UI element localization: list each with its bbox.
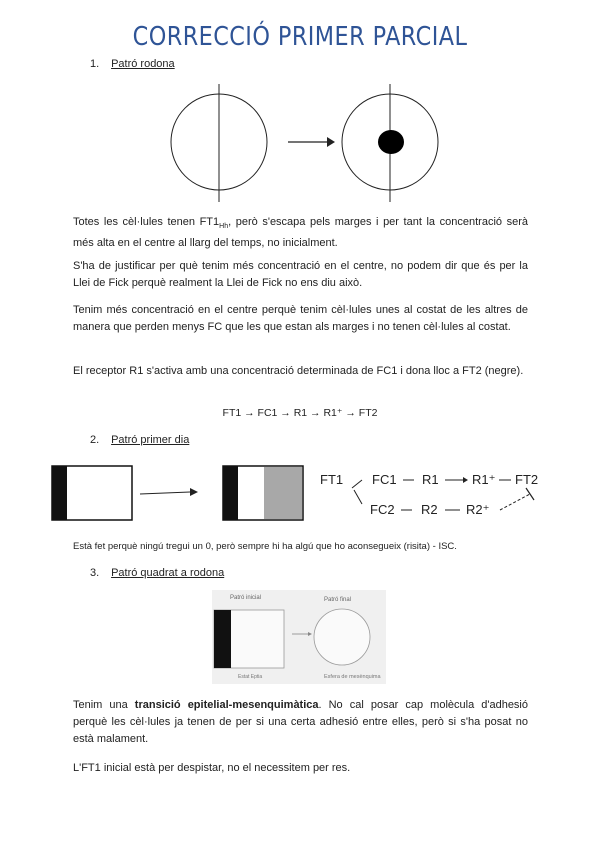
section-3-label: Patró quadrat a rodona <box>111 567 225 579</box>
paragraph-1 <box>73 214 528 252</box>
initial-black-strip <box>52 466 67 520</box>
diagram-fc2: FC2 <box>370 502 395 517</box>
caption-left: Estat Eptia <box>238 674 263 680</box>
first-day-figure <box>0 458 600 528</box>
arrow-head <box>327 137 335 147</box>
arrow-head-1 <box>463 477 468 483</box>
section-3-heading <box>90 567 224 579</box>
activation-chain: FT1 → FC1 → R1 → R1⁺ → FT2 <box>222 407 378 419</box>
page-title: CORRECCIÓ PRIMER PARCIAL <box>132 22 468 52</box>
branch-arrow-down <box>354 490 362 504</box>
paragraph-4: El receptor R1 s'activa amb una concentració determinada de FC1 i dona lloc a FT2 (negre). <box>73 365 524 377</box>
p6-bold-term: transició epitelial-mesenquimàtica <box>134 699 319 711</box>
round-pattern-figure <box>0 78 600 208</box>
diagram-r1-plus: R1⁺ <box>472 472 496 487</box>
section-1-heading <box>90 58 175 70</box>
final-grey-region <box>264 467 302 519</box>
caption-right: Esfera de mesènquima <box>324 674 381 680</box>
p1-subscript: Hh <box>219 223 229 231</box>
square-to-round-figure <box>212 590 386 684</box>
inhibition-bar <box>526 488 534 500</box>
paragraph-7: L'FT1 inicial està per despistar, no el necessitem per res. <box>73 762 351 774</box>
final-sphere <box>314 609 370 665</box>
branch-arrow-up <box>352 480 362 488</box>
p6-text: Tenim una <box>73 699 135 711</box>
p1-text-cont: , però s'escapa pels marges i per tant la concentració serà més alta en el centre al llarg del temps, no inicialment. <box>73 216 528 250</box>
central-black-spot <box>378 130 404 154</box>
label-final-pattern: Patró final <box>324 597 352 603</box>
arrow-head <box>190 488 198 496</box>
diagram-ft1: FT1 <box>320 472 344 487</box>
section-2-number: 2. <box>90 434 100 446</box>
section-2-heading <box>90 434 189 446</box>
initial-black-strip <box>214 610 231 668</box>
diagram-fc1: FC1 <box>372 472 397 487</box>
section-1-number: 1. <box>90 58 100 70</box>
transition-arrow <box>140 492 190 494</box>
diagram-r1: R1 <box>422 472 439 487</box>
paragraph-2: S'ha de justificar per què tenim més concentració en el centre, no podem dir que és per la Llei de Fick perquè realment la Llei de Fick no ens diu això. <box>73 260 528 289</box>
final-black-strip <box>223 466 238 520</box>
inhibition-line <box>500 494 530 510</box>
section-2-label: Patró primer dia <box>111 434 190 446</box>
paragraph-3: Tenim més concentració en el centre perquè tenim cèl·lules unes al costat de les altres de manera que perden menys FC que les que estan als marges i no tenen cèl·lules al costat. <box>73 304 528 333</box>
paragraph-5: Està fet perquè ningú tregui un 0, però sempre hi ha algú que ho aconsegueix (risita) - ISC. <box>73 541 457 552</box>
section-1-label: Patró rodona <box>111 58 175 70</box>
p1-text: Totes les cèl·lules tenen FT1 <box>73 216 220 228</box>
diagram-ft2: FT2 <box>515 472 539 487</box>
diagram-r2-plus: R2⁺ <box>466 502 490 517</box>
paragraph-6 <box>73 697 528 748</box>
label-initial-pattern: Patró inicial <box>230 595 262 601</box>
p6-text-cont: . No cal posar cap molècula d'adhesió perquè les cèl·lules ja tenen de per si una certa adhesió entre elles, però si s'ha posat no està malament. <box>73 699 528 745</box>
section-3-number: 3. <box>90 567 100 579</box>
diagram-r2: R2 <box>421 502 438 517</box>
